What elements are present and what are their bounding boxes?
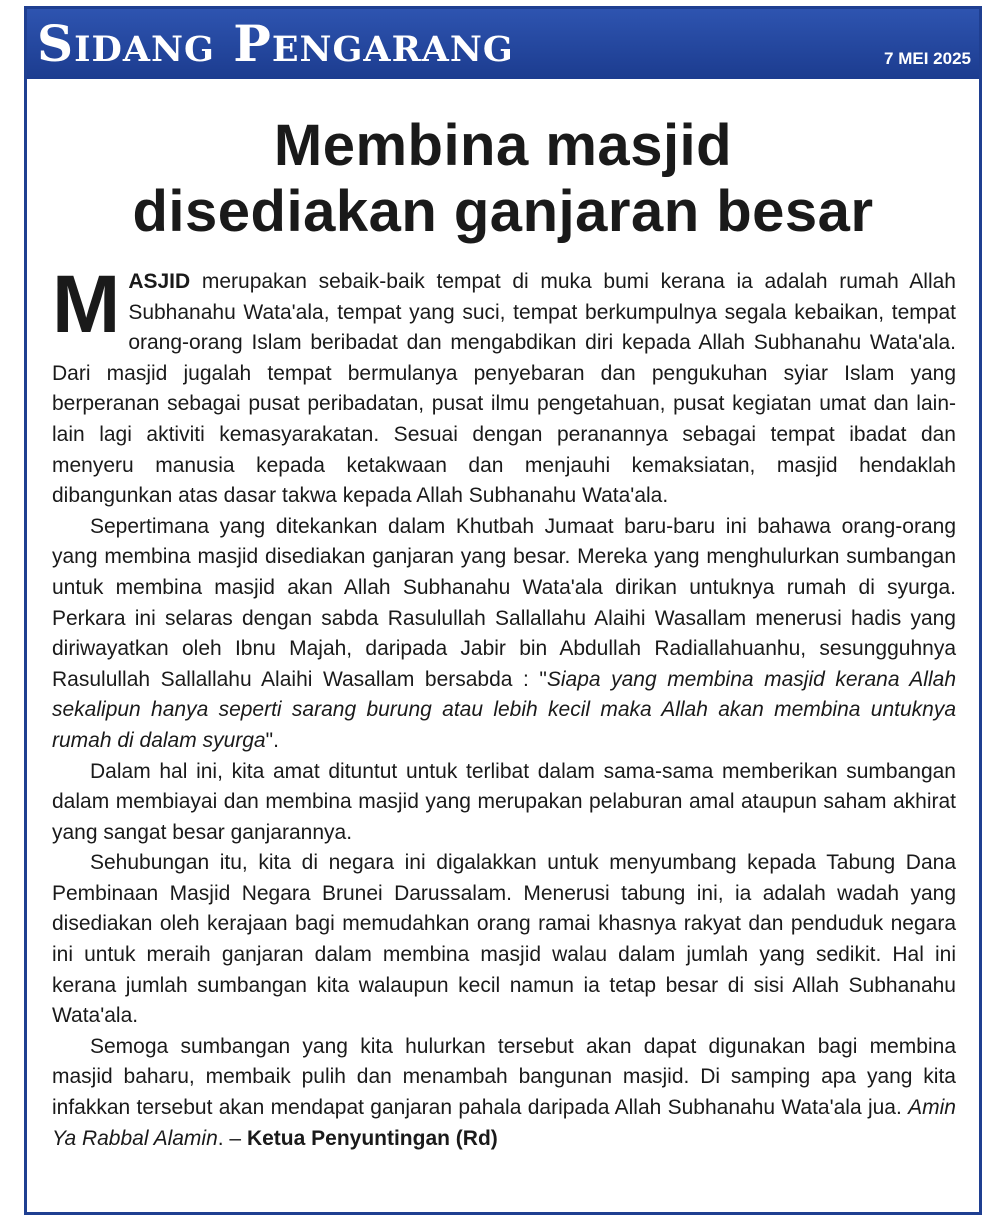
section-title: Sidang Pengarang xyxy=(37,14,514,73)
paragraph-1 xyxy=(52,259,956,512)
article-body xyxy=(52,259,957,1154)
paragraph-5 xyxy=(52,1032,956,1154)
lead-word: ASJID xyxy=(128,270,191,293)
publication-date: 7 MEI 2025 xyxy=(884,49,971,68)
hadith-quote: Siapa yang membina masjid kerana Allah sekalipun hanya seperti sarang burung atau lebih kecil maka Allah akan membina untuknya rumah di dalam syurga xyxy=(52,667,957,752)
paragraph-2-text: Sepertimana yang ditekankan dalam Khutbah Jumaat baru-baru ini bahawa orang-orang yang membina masjid disediakan ganjaran yang besar. Mereka yang menghulurkan sumbangan untuk membina masjid akan Allah Subhanahu Wata'ala dirikan untuknya rumah di syurga. Perkara ini selaras dengan sabda Rasulullah Sallallahu Alaihi Wasallam menerusi hadis yang diriwayatkan oleh Ibnu Majah, daripada Jabir bin Abdullah Radiallahuanhu, sesungguhnya Rasulullah Sallallahu Alaihi Wasallam bersabda : " xyxy=(52,514,956,691)
byline: Ketua Penyuntingan (Rd) xyxy=(246,1126,498,1150)
page-frame xyxy=(24,6,982,1215)
closing-dash: . – xyxy=(217,1126,247,1150)
headline-line-1: Membina masjid xyxy=(273,113,733,178)
headline xyxy=(27,113,979,245)
drop-cap: M xyxy=(52,259,121,350)
paragraph-1-text: merupakan sebaik-baik tempat di muka bumi kerana ia adalah rumah Allah Subhanahu Wata'ala, tempat yang suci, tempat berkumpulnya segala kebaikan, tempat orang-orang Islam beribadat dan mengabdikan diri kepada Allah Subhanahu Wata'ala. Dari masjid jugalah tempat bermulanya penyebaran dan pengukuhan syiar Islam yang berperanan sebagai pusat peribadatan, pusat ilmu pengetahuan, pusat kegiatan umat dan lain-lain lagi aktiviti kemasyarakatan. Sesuai dengan peranannya sebagai tempat ibadat dan menyeru manusia kepada ketakwaan dan menjauhi kemaksiatan, masjid hendaklah dibangunkan atas dasar takwa kepada Allah Subhanahu Wata'ala. xyxy=(52,270,956,508)
paragraph-2 xyxy=(52,512,956,757)
paragraph-4: Sehubungan itu, kita di negara ini digalakkan untuk menyumbang kepada Tabung Dana Pembinaan Masjid Negara Brunei Darussalam. Menerusi tabung ini, ia adalah wadah yang disediakan oleh kerajaan bagi memudahkan orang ramai khasnya rakyat dan penduduk negara ini untuk meraih ganjaran dalam membina masjid walau dalam jumlah yang sedikit. Hal ini kerana jumlah sumbangan kita walaupun kecil namun ia tetap besar di sisi Allah Subhanahu Wata'ala. xyxy=(52,851,956,1028)
paragraph-3: Dalam hal ini, kita amat dituntut untuk terlibat dalam sama-sama memberikan sumbangan dalam membiayai dan membina masjid yang merupakan pelaburan amal ataupun saham akhirat yang sangat besar ganjarannya. xyxy=(52,759,956,844)
closing-prayer: Amin Ya Rabbal Alamin xyxy=(52,1096,956,1150)
masthead xyxy=(27,9,979,79)
headline-line-2: disediakan ganjaran besar xyxy=(132,179,874,244)
paragraph-2-end: ". xyxy=(265,728,279,752)
paragraph-5-text: Semoga sumbangan yang kita hulurkan tersebut akan dapat digunakan bagi membina masjid baharu, membaik pulih dan menambah bangunan masjid. Di samping apa yang kita infakkan tersebut akan mendapat ganjaran pahala daripada Allah Subhanahu Wata'ala jua. xyxy=(52,1034,956,1120)
